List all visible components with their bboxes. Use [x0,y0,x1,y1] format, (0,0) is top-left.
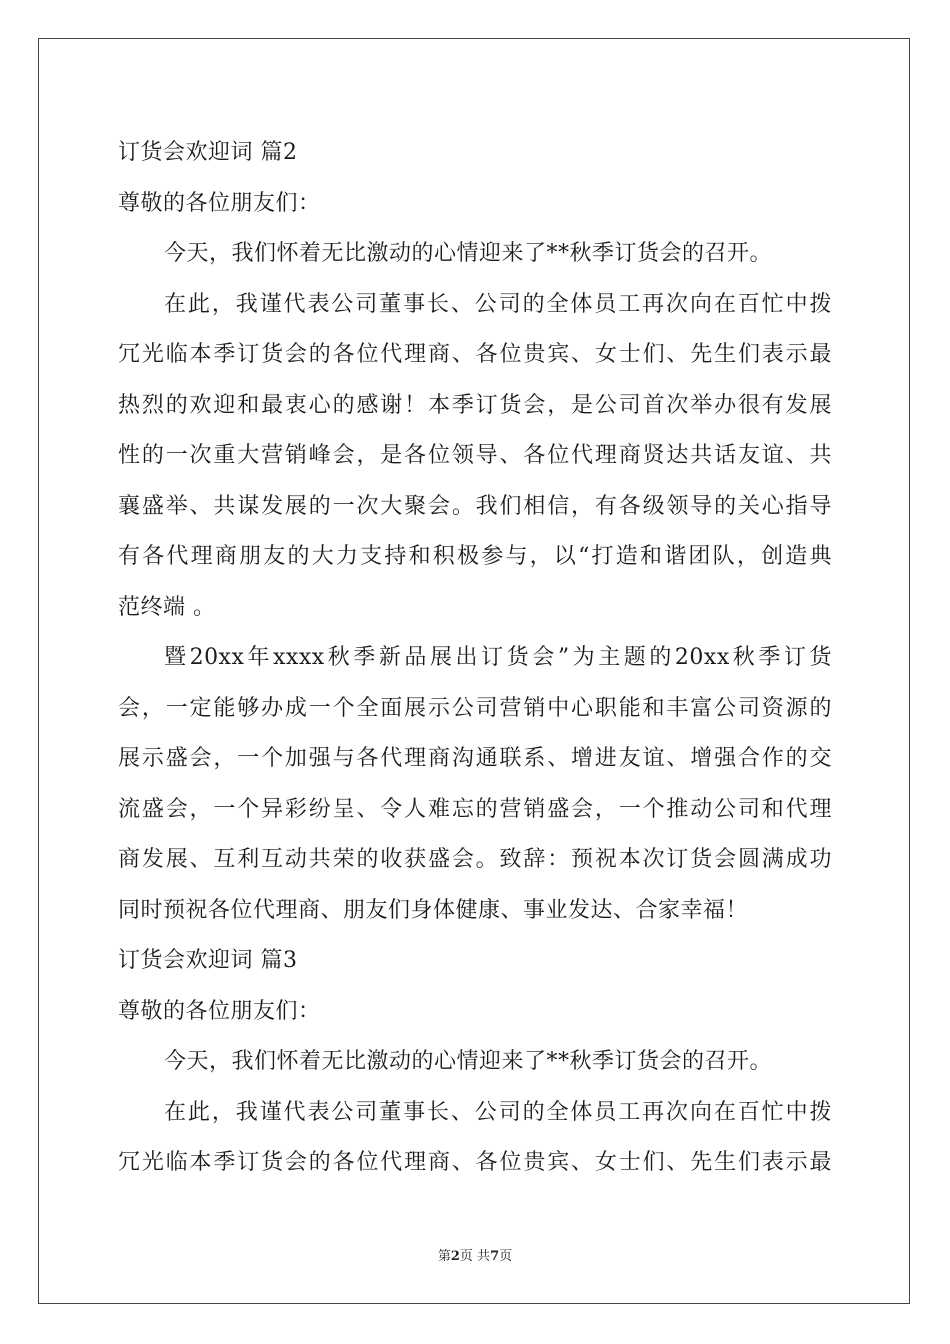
text-line: 性的一次重大营销峰会，是各位领导、各位代理商贤达共话友谊、共 [118,443,832,468]
page-suffix: 页 [499,1249,513,1264]
text-line: 冗光临本季订货会的各位代理商、各位贵宾、女士们、先生们表示最 [118,1150,832,1175]
text-line: 同时预祝各位代理商、朋友们身体健康、事业发达、合家幸福！ [118,897,749,923]
page-prefix: 第 [437,1249,451,1264]
text-line: 襄盛举、共谋发展的一次大聚会。我们相信，有各级领导的关心指导 [118,493,832,519]
text-line: 订货会欢迎词 篇3 [118,948,298,973]
text-line: 今天，我们怀着无比激动的心情迎来了**秋季订货会的召开。 [164,241,773,266]
text-line: 今天，我们怀着无比激动的心情迎来了**秋季订货会的召开。 [164,1049,773,1074]
text-line: 尊敬的各位朋友们： [118,998,321,1024]
text-line: 展示盛会，一个加强与各代理商沟通联系、增进友谊、增强合作的交 [118,746,832,771]
text-line: 会，一定能够办成一个全面展示公司营销中心职能和丰富公司资源的 [118,695,832,721]
text-line: 尊敬的各位朋友们： [118,190,321,216]
text-line: 在此，我谨代表公司董事长、公司的全体员工再次向在百忙中拨 [164,1099,832,1125]
document-body [118,128,832,1189]
text-line: 流盛会，一个异彩纷呈、令人难忘的营销盛会，一个推动公司和代理 [118,796,832,822]
page-mid: 页 共 [459,1249,491,1264]
text-line: 商发展、互利互动共荣的收获盛会。致辞：预祝本次订货会圆满成功 [118,847,832,872]
text-line: 范终端 。 [118,594,216,620]
current-page-number: 2 [450,1249,460,1264]
text-line: 热烈的欢迎和最衷心的感谢！本季订货会，是公司首次举办很有发展 [118,392,832,418]
page-footer [0,1245,950,1264]
total-page-number: 7 [490,1249,500,1264]
text-line: 暨20xx年xxxx秋季新品展出订货会”为主题的20xx秋季订货 [164,645,832,670]
text-line: 冗光临本季订货会的各位代理商、各位贵宾、女士们、先生们表示最 [118,342,832,367]
text-line: 有各代理商朋友的大力支持和积极参与，以“打造和谐团队，创造典 [118,544,832,569]
text-line: 订货会欢迎词 篇2 [118,140,298,165]
text-line: 在此，我谨代表公司董事长、公司的全体员工再次向在百忙中拨 [164,291,832,317]
